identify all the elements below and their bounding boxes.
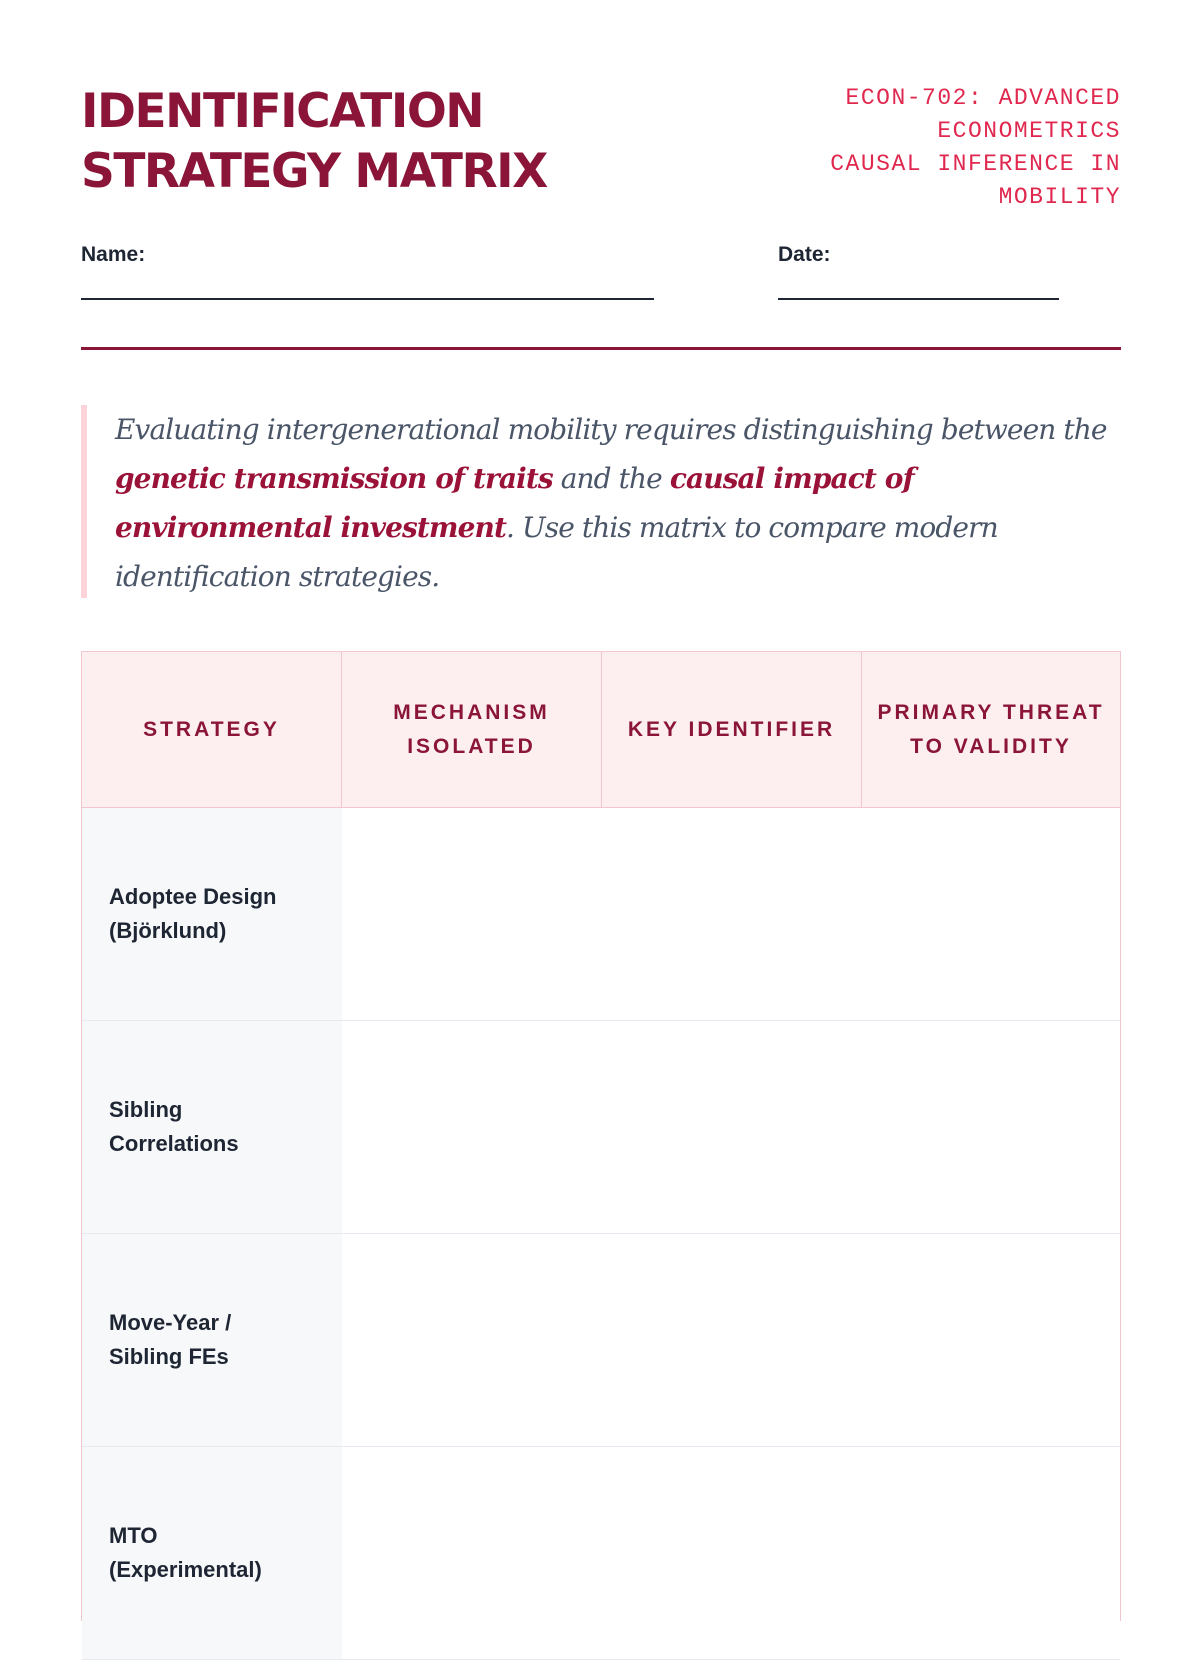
table-row xyxy=(82,1234,1120,1447)
worksheet-header xyxy=(81,80,1121,220)
row-header-cell xyxy=(82,1021,342,1233)
row-answer-cells[interactable] xyxy=(342,808,1120,1020)
table-row xyxy=(82,1447,1120,1660)
row-header-cell xyxy=(82,808,342,1020)
intro-callout xyxy=(81,405,1121,598)
intro-text-part-2: and the xyxy=(552,462,670,495)
page-title xyxy=(81,82,547,202)
row-answer-cells[interactable] xyxy=(342,1021,1120,1233)
table-row xyxy=(82,1021,1120,1234)
column-header-mechanism: MECHANISM ISOLATED xyxy=(341,652,601,807)
date-field-line[interactable] xyxy=(778,298,1059,300)
column-header-key-identifier: KEY IDENTIFIER xyxy=(601,652,861,807)
table-row xyxy=(82,808,1120,1021)
row-header-cell xyxy=(82,1447,342,1659)
strategy-name: Move-Year / Sibling FEs xyxy=(109,1310,232,1369)
strategy-matrix-table xyxy=(81,651,1121,1621)
column-header-strategy: STRATEGY xyxy=(143,717,280,741)
row-answer-cells[interactable] xyxy=(342,1447,1120,1659)
course-line-3: CAUSAL INFERENCE IN xyxy=(830,151,1121,177)
strategy-name: Adoptee Design (Björklund) xyxy=(109,884,277,943)
title-line-1: IDENTIFICATION xyxy=(81,84,484,139)
intro-text-part-1: Evaluating intergenerational mobility requires distinguishing between the xyxy=(115,413,1107,446)
intro-emphasis-genetic: genetic transmission of traits xyxy=(115,462,553,495)
column-header-threat: PRIMARY THREAT TO VALIDITY xyxy=(861,652,1120,807)
name-field-line[interactable] xyxy=(81,298,654,300)
title-line-2: STRATEGY MATRIX xyxy=(81,144,547,199)
header-divider xyxy=(81,347,1121,350)
course-line-2: ECONOMETRICS xyxy=(937,118,1121,144)
strategy-name: MTO (Experimental) xyxy=(109,1523,262,1582)
name-label: Name: xyxy=(81,243,146,266)
date-label: Date: xyxy=(778,243,831,266)
strategy-name: Sibling Correlations xyxy=(109,1097,239,1156)
intro-text-part-3: . Use this matrix to compare modern identification strategies. xyxy=(115,511,998,593)
row-answer-cells[interactable] xyxy=(342,1234,1120,1446)
course-info xyxy=(830,82,1121,214)
course-line-1: ECON-702: ADVANCED xyxy=(845,85,1121,111)
course-line-4: MOBILITY xyxy=(998,184,1121,210)
intro-text xyxy=(115,405,1115,601)
row-header-cell xyxy=(82,1234,342,1446)
intro-emphasis-environmental: causal impact of environmental investment xyxy=(115,462,914,544)
table-header-row xyxy=(82,652,1120,808)
